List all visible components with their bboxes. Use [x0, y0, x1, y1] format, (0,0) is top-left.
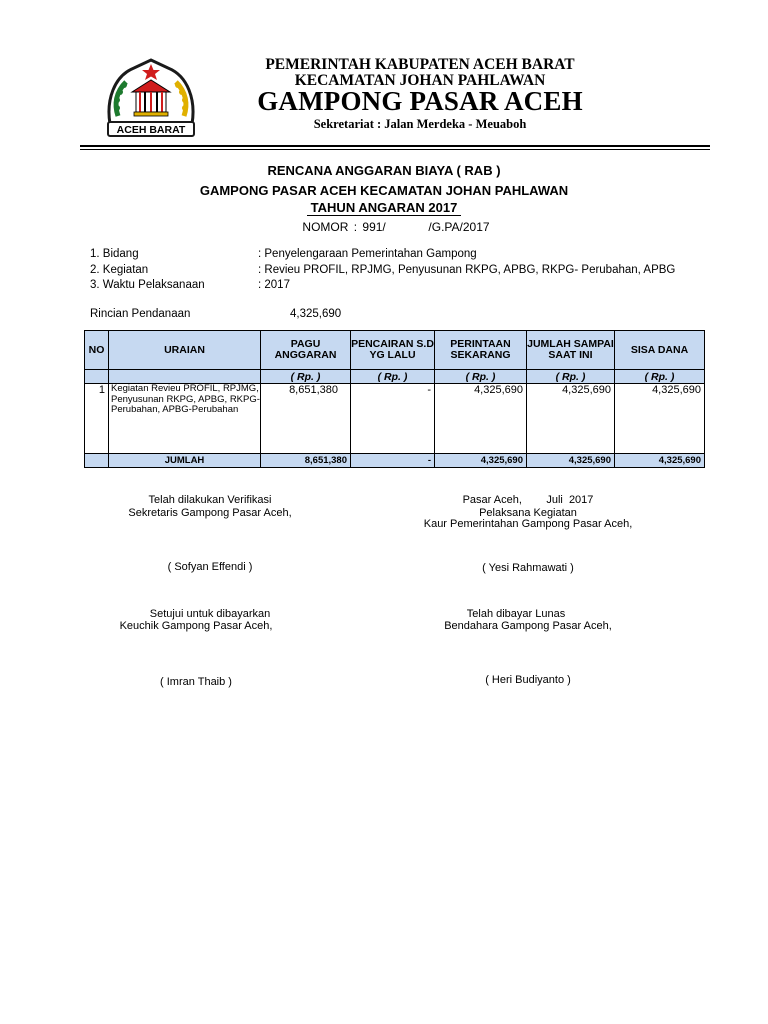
- header-secretariat: Sekretariat : Jalan Merdeka - Meuaboh: [313, 117, 527, 131]
- row-uraian: Kegiatan Revieu PROFIL, RPJMG, Penyusunan RKPG, APBG, RKPG- Perubahan, APBG-Perubahan: [109, 384, 261, 454]
- total-pencairan: -: [351, 454, 435, 468]
- document-number: NOMOR : 991/ /G.PA/2017: [302, 220, 490, 234]
- total-jumlah: 4,325,690: [527, 454, 615, 468]
- aceh-barat-logo: [104, 58, 198, 140]
- col-header-jumlah: JUMLAH SAMPAI SAAT INI: [527, 331, 615, 370]
- header-government: PEMERINTAH KABUPATEN ACEH BARAT: [265, 56, 575, 73]
- verifier-note: Telah dilakukan Verifikasi: [148, 494, 272, 506]
- verifier-title: Sekretaris Gampong Pasar Aceh,: [128, 507, 292, 519]
- document-title: RENCANA ANGGARAN BIAYA ( RAB ): [267, 163, 501, 178]
- header-divider-thin: [80, 149, 710, 150]
- col-header-pencairan: PENCAIRAN S.D YG LALU: [351, 331, 435, 370]
- budget-table: [84, 330, 705, 468]
- col-header-uraian: URAIAN: [109, 331, 261, 370]
- verifier-name: ( Sofyan Effendi ): [167, 561, 253, 573]
- total-perintaan: 4,325,690: [435, 454, 527, 468]
- total-pagu: 8,651,380: [261, 454, 351, 468]
- approver-note: Setujui untuk dibayarkan: [149, 608, 271, 620]
- rincian-value: 4,325,690: [290, 308, 342, 320]
- waktu-label: 3. Waktu Pelaksanaan: [90, 279, 205, 291]
- table-header-row: [85, 331, 705, 370]
- header-district: KECAMATAN JOHAN PAHLAWAN: [294, 72, 546, 89]
- document-subtitle: GAMPONG PASAR ACEH KECAMATAN JOHAN PAHLAWAN: [199, 183, 569, 198]
- col-header-sisa: SISA DANA: [615, 331, 705, 370]
- approver-name: ( Imran Thaib ): [160, 676, 232, 688]
- place-date: Pasar Aceh, Juli 2017: [462, 494, 594, 506]
- rincian-label: Rincian Pendanaan: [90, 308, 191, 320]
- total-row: [85, 454, 705, 468]
- row-no: 1: [85, 384, 109, 454]
- unit-cell: ( Rp. ): [615, 370, 705, 384]
- row-sisa: 4,325,690: [615, 384, 705, 454]
- executor-role: Pelaksana Kegiatan: [479, 507, 577, 519]
- fiscal-year-title: [0, 200, 768, 215]
- col-header-no: NO: [85, 331, 109, 370]
- treasurer-title: Bendahara Gampong Pasar Aceh,: [444, 620, 612, 632]
- bidang-label: 1. Bidang: [90, 248, 139, 260]
- treasurer-name: ( Heri Budiyanto ): [485, 674, 571, 686]
- row-pagu: 8,651,380: [261, 384, 351, 454]
- row-perintaan: 4,325,690: [435, 384, 527, 454]
- approver-title: Keuchik Gampong Pasar Aceh,: [119, 620, 273, 632]
- bidang-value: : Penyelengaraan Pemerintahan Gampong: [258, 248, 477, 260]
- waktu-value: : 2017: [258, 279, 290, 291]
- row-pencairan: -: [351, 384, 435, 454]
- col-header-pagu: PAGU ANGGARAN: [261, 331, 351, 370]
- unit-cell: ( Rp. ): [527, 370, 615, 384]
- total-label: JUMLAH: [109, 454, 261, 468]
- executor-title: Kaur Pemerintahan Gampong Pasar Aceh,: [423, 518, 633, 530]
- header-village: GAMPONG PASAR ACEH: [257, 86, 583, 116]
- treasurer-note: Telah dibayar Lunas: [466, 608, 566, 620]
- unit-cell: ( Rp. ): [435, 370, 527, 384]
- col-header-perintaan: PERINTAAN SEKARANG: [435, 331, 527, 370]
- kegiatan-label: 2. Kegiatan: [90, 264, 149, 276]
- kegiatan-value: : Revieu PROFIL, RPJMG, Penyusunan RKPG, APBG, RKPG- Perubahan, APBG: [258, 264, 676, 276]
- fiscal-year-text: TAHUN ANGARAN 2017: [307, 200, 462, 216]
- unit-cell: ( Rp. ): [351, 370, 435, 384]
- table-row: [85, 384, 705, 454]
- svg-text:ACEH BARAT: ACEH BARAT: [116, 124, 186, 136]
- row-jumlah: 4,325,690: [527, 384, 615, 454]
- total-sisa: 4,325,690: [615, 454, 705, 468]
- executor-name: ( Yesi Rahmawati ): [482, 562, 574, 574]
- unit-row: [85, 370, 705, 384]
- header-divider-thick: [80, 145, 710, 147]
- unit-cell: ( Rp. ): [261, 370, 351, 384]
